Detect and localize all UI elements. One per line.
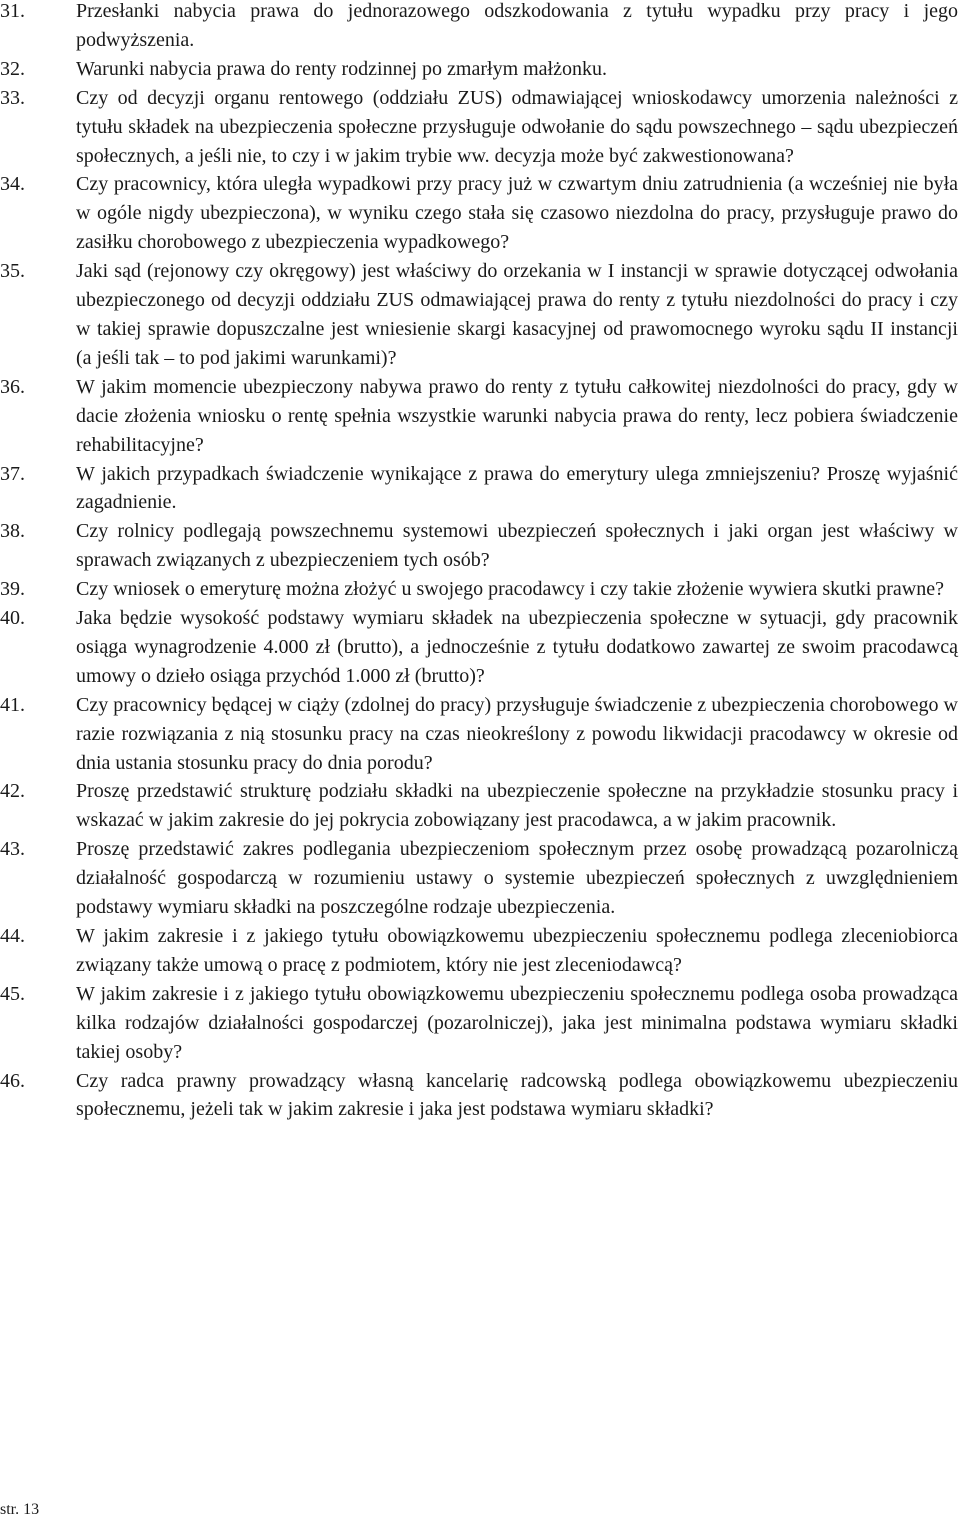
question-number: 40. — [0, 607, 25, 630]
question-text: Warunki nabycia prawa do renty rodzinnej po zmarłym małżonku. — [76, 57, 607, 80]
question-item — [0, 84, 960, 171]
question-item — [0, 257, 960, 373]
question-item — [0, 460, 960, 518]
question-item — [0, 777, 960, 835]
question-item — [0, 575, 960, 604]
question-item — [0, 170, 960, 257]
question-text: W jakim zakresie i z jakiego tytułu obowiązkowemu ubezpieczeniu społecznemu podlega zleceniobiorca związany także umową o pracę z podmiotem, który nie jest zleceniodawcą? — [76, 925, 958, 976]
question-item — [0, 691, 960, 778]
question-item — [0, 922, 960, 980]
question-number: 44. — [0, 925, 25, 947]
question-number: 45. — [0, 982, 25, 1005]
question-item — [0, 1067, 960, 1125]
question-item — [0, 0, 960, 55]
question-number: 38. — [0, 520, 25, 543]
question-number: 34. — [0, 173, 25, 196]
question-text: Proszę przedstawić zakres podlegania ubezpieczeniom społecznym przez osobę prowadzącą pozarolniczą działalność gospodarczą w rozumieniu ustawy o systemie ubezpieczeń społecznych z uwzględnieniem podstawy wymiaru składki na poszczególne rodzaje ubezpieczenia. — [76, 838, 958, 919]
question-text: W jakich przypadkach świadczenie wynikające z prawa do emerytury ulega zmniejszeniu? Proszę wyjaśnić zagadnienie. — [76, 462, 958, 514]
question-text: Przesłanki nabycia prawa do jednorazowego odszkodowania z tytułu wypadku przy pracy i jego podwyższenia. — [76, 0, 958, 51]
question-text: Czy pracownicy, która uległa wypadkowi przy pracy już w czwartym dniu zatrudnienia (a wcześniej nie była w ogóle nigdy ubezpieczona), w wyniku czego stała się czasowo niezdolna do pracy, przysługuje prawo do zasiłku chorobowego z ubezpieczenia wypadkowego? — [76, 173, 958, 254]
question-number: 39. — [0, 578, 25, 601]
question-number: 37. — [0, 462, 25, 485]
question-item — [0, 604, 960, 691]
question-text: Czy rolnicy podlegają powszechnemu systemowi ubezpieczeń społecznych i jaki organ jest właściwy w sprawach związanych z ubezpieczeniem tych osób? — [76, 520, 958, 572]
page-number: str. 13 — [0, 1501, 40, 1518]
question-number: 32. — [0, 57, 25, 80]
question-number: 42. — [0, 780, 25, 803]
question-number: 43. — [0, 838, 25, 861]
question-number: 33. — [0, 86, 25, 109]
question-text: Czy pracownicy będącej w ciąży (zdolnej do pracy) przysługuje świadczenie z ubezpieczenia chorobowego w razie rozwiązania z nią stosunku pracy na czas nieokreślony z powodu likwidacji pracodawcy w okresie od dnia ustania stosunku pracy do dnia porodu? — [76, 693, 958, 774]
question-text: Jaka będzie wysokość podstawy wymiaru składek na ubezpieczenia społeczne w sytuacji, gdy pracownik osiąga wynagrodzenie 4.000 zł (brutto), a jednocześnie z tytułu dodatkowo zawartej ze swoim pracodawcą umowy o dzieło osiąga przychód 1.000 zł (brutto)? — [76, 607, 958, 687]
question-number: 31. — [0, 0, 25, 22]
question-number: 36. — [0, 375, 25, 398]
question-item — [0, 55, 960, 84]
question-number: 46. — [0, 1069, 25, 1092]
question-number: 41. — [0, 693, 25, 716]
question-text: Proszę przedstawić strukturę podziału składki na ubezpieczenie społeczne na przykładzie stosunku pracy i wskazać w jakim zakresie do jej pokrycia zobowiązany jest pracodawca, a w jakim pracownik. — [76, 780, 958, 832]
question-item — [0, 835, 960, 922]
question-text: W jakim zakresie i z jakiego tytułu obowiązkowemu ubezpieczeniu społecznemu podlega osoba prowadząca kilka rodzajów działalności gospodarczej (pozarolniczej), jaka jest minimalna podstawa wymiaru składki takiej osoby? — [76, 982, 958, 1063]
question-text: Czy od decyzji organu rentowego (oddziału ZUS) odmawiającej wnioskodawcy umorzenia należności z tytułu składek na ubezpieczenia społeczne przysługuje odwołanie do sądu powszechnego – sądu ubezpieczeń społecznych, a jeśli nie, to czy i w jakim trybie ww. decyzja może być zakwestionowana? — [76, 86, 958, 167]
question-item — [0, 373, 960, 460]
question-item — [0, 517, 960, 575]
question-text: Jaki sąd (rejonowy czy okręgowy) jest właściwy do orzekania w I instancji w sprawie dotyczącej odwołania ubezpieczonego od decyzji oddziału ZUS odmawiającej prawa do renty z tytułu niezdolności do pracy i czy w takiej sprawie dopuszczalne jest wniesienie skargi kasacyjnej od prawomocnego wyroku sądu II instancji (a jeśli tak – to pod jakimi warunkami)? — [76, 260, 958, 369]
question-text: W jakim momencie ubezpieczony nabywa prawo do renty z tytułu całkowitej niezdolności do pracy, gdy w dacie złożenia wniosku o rentę spełnia wszystkie warunki nabycia prawa do renty, lecz pobiera świadczenie rehabilitacyjne? — [76, 375, 958, 456]
question-number: 35. — [0, 260, 25, 283]
question-item — [0, 980, 960, 1067]
question-text: Czy wniosek o emeryturę można złożyć u swojego pracodawcy i czy takie złożenie wywiera skutki prawne? — [76, 578, 944, 601]
question-text: Czy radca prawny prowadzący własną kancelarię radcowską podlega obowiązkowemu ubezpieczeniu społecznemu, jeżeli tak w jakim zakresie i jaka jest podstawa wymiaru składki? — [76, 1069, 958, 1121]
